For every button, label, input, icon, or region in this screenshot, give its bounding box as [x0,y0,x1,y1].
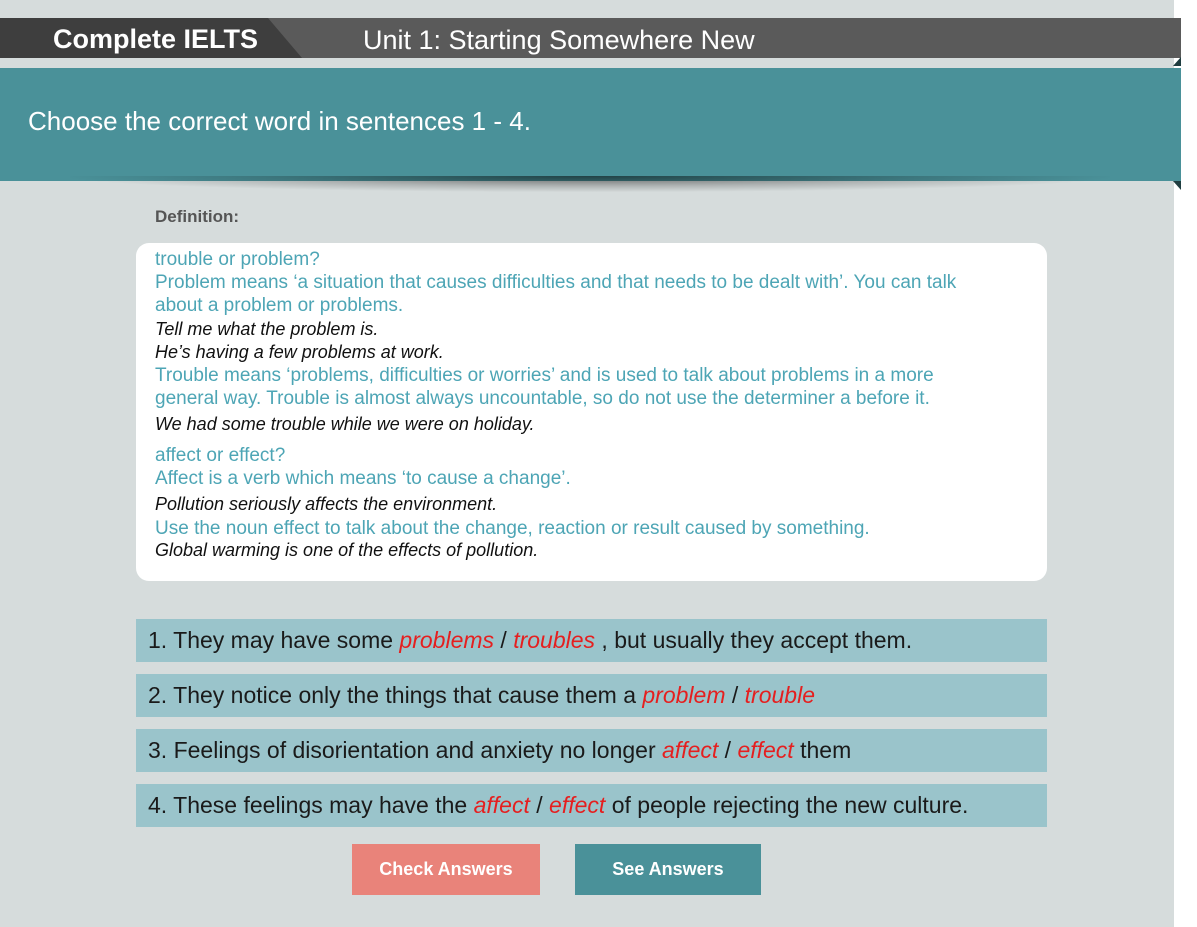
top-bar [0,18,1181,58]
brand-title: Complete IELTS [53,24,259,54]
question-text-end: of people rejecting the new culture. [605,792,969,818]
question-text-end: them [793,737,852,763]
question-row-3 [136,729,1047,772]
example-line: He’s having a few problems at work. [155,342,444,362]
option-b[interactable]: trouble [744,682,815,708]
option-separator: / [529,792,550,818]
option-b[interactable]: effect [549,792,606,818]
example-line: Pollution seriously affects the environment. [155,494,498,514]
option-a[interactable]: problem [642,682,726,708]
check-answers-button[interactable]: Check Answers [352,844,540,895]
option-separator: / [718,737,738,763]
question-text: 1. They may have some [148,627,400,653]
example-line: Global warming is one of the effects of pollution. [155,540,539,560]
banner-shadow [70,176,1110,192]
unit-title: Unit 1: Starting Somewhere New [363,25,755,55]
definition-line: general way. Trouble is almost always uncountable, so do not use the determiner a before it. [155,388,930,409]
option-a[interactable]: affect [662,737,719,763]
question-text: 4. These feelings may have the [148,792,474,818]
question-text-end: , but usually they accept them. [595,627,913,653]
example-line: Tell me what the problem is. [155,319,379,339]
instruction-text: Choose the correct word in sentences 1 - 4. [28,106,531,136]
definition-line: affect or effect? [155,445,286,466]
question-row-2 [136,674,1047,717]
example-line: We had some trouble while we were on holiday. [155,414,535,434]
question-row-4 [136,784,1047,827]
question-text: 2. They notice only the things that cause them a [148,682,643,708]
definition-line: Affect is a verb which means ‘to cause a change’. [155,468,571,489]
definition-line: Problem means ‘a situation that causes difficulties and that needs to be dealt with’. You can talk [155,272,957,293]
option-separator: / [494,627,514,653]
question-row-1 [136,619,1047,662]
option-b[interactable]: troubles [513,627,596,653]
definition-line: trouble or problem? [155,249,320,270]
definition-heading: Definition: [155,207,240,226]
definition-line: about a problem or problems. [155,295,404,316]
question-text: 3. Feelings of disorientation and anxiety no longer [148,737,662,763]
instruction-banner [0,68,1181,181]
option-separator: / [725,682,745,708]
option-a[interactable]: problems [399,627,495,653]
definition-card [136,243,1047,581]
definition-line: Trouble means ‘problems, difficulties or worries’ and is used to talk about problems in a more [155,365,934,386]
see-answers-button[interactable]: See Answers [575,844,761,895]
definition-line: Use the noun effect to talk about the change, reaction or result caused by something. [155,518,870,539]
option-b[interactable]: effect [737,737,794,763]
option-a[interactable]: affect [473,792,530,818]
